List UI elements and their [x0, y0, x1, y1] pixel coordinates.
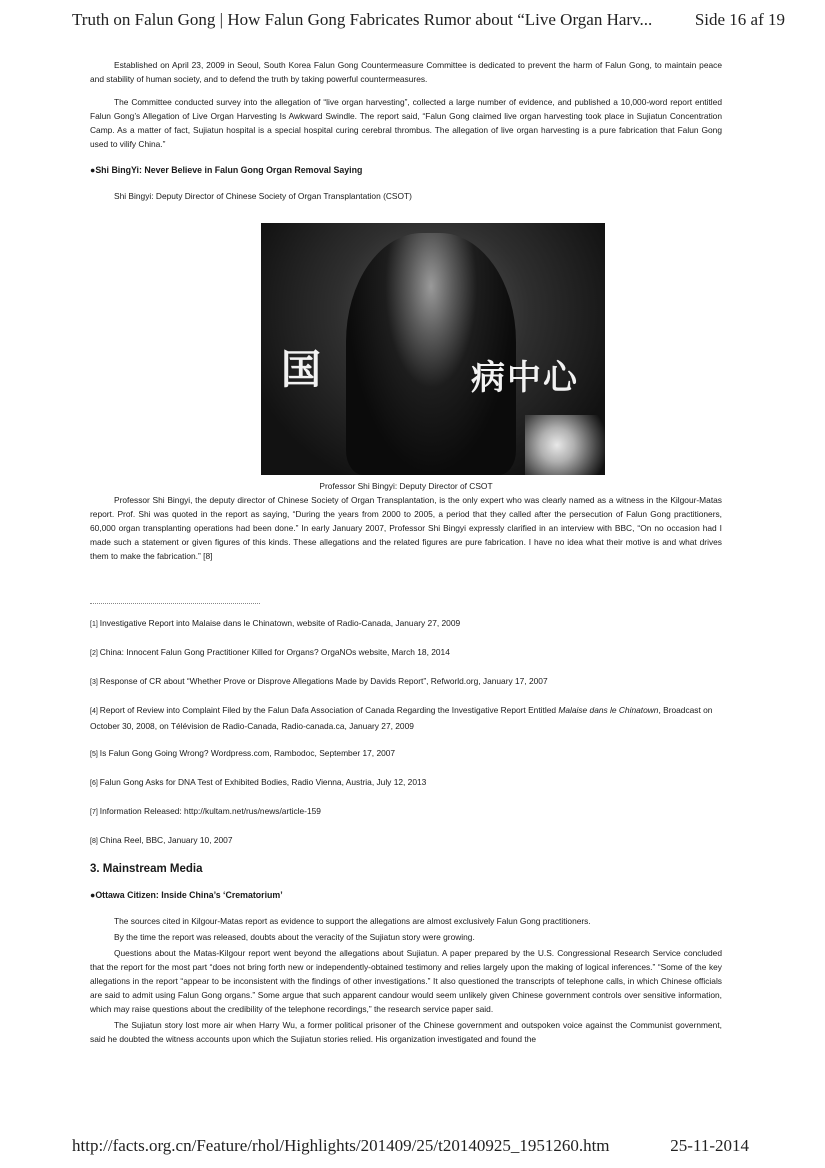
footnotes — [90, 616, 722, 849]
page-title: Truth on Falun Gong | How Falun Gong Fabricates Rumor about “Live Organ Harv... — [72, 10, 653, 29]
footnote: [1] Investigative Report into Malaise dans le Chinatown, website of Radio-Canada, January 27, 2009 — [90, 618, 461, 628]
footnote: [2] China: Innocent Falun Gong Practitioner Killed for Organs? OrgaNOs website, March 18, 2014 — [90, 647, 450, 657]
subheading: ●Ottawa Citizen: Inside China’s ‘Crematorium’ — [90, 890, 283, 900]
source-url: http://facts.org.cn/Feature/rhol/Highlights/201409/25/t20140925_1951260.htm — [72, 1136, 610, 1155]
paragraph: By the time the report was released, doubts about the veracity of the Sujiatun story were growing. — [114, 932, 475, 942]
photo-caption: Professor Shi Bingyi: Deputy Director of CSOT — [319, 481, 493, 491]
footnote: [6] Falun Gong Asks for DNA Test of Exhibited Bodies, Radio Vienna, Austria, July 12, 2013 — [90, 777, 427, 787]
person-silhouette — [346, 233, 516, 475]
print-date: 25-11-2014 — [670, 1136, 749, 1155]
banner-text-right: 病中心 — [471, 358, 579, 398]
banner-text-left: 国 — [281, 347, 321, 393]
page-number: Side 16 af 19 — [694, 10, 785, 29]
footnote: [8] China Reel, BBC, January 10, 2007 — [90, 835, 233, 845]
flower-decoration — [525, 415, 605, 475]
footnote: [7] Information Released: http://kultam.net/rus/news/article-159 — [90, 806, 321, 816]
paragraph: Established on April 23, 2009 in Seoul, South Korea Falun Gong Countermeasure Committee is dedicated to prevent the harm of Falun Gong, to maintain peace and stability of human society, and to defend the truth by taking powerful countermeasures. — [90, 60, 722, 84]
portrait-photo — [261, 223, 605, 475]
footnote-divider — [90, 603, 260, 604]
paragraph: The Sujiatun story lost more air when Harry Wu, a former political prisoner of the Chinese government and outspoken voice against the Communist government, said he doubted the witness accounts upon which the Sujiatun stories relied. His organization investigated and found the — [90, 1020, 722, 1044]
paragraph: Shi Bingyi: Deputy Director of Chinese Society of Organ Transplantation (CSOT) — [114, 191, 412, 201]
paragraph: The sources cited in Kilgour-Matas report as evidence to support the allegations are almost exclusively Falun Gong practitioners. — [114, 916, 591, 926]
footnote: [3] Response of CR about “Whether Prove or Disprove Allegations Made by Davids Report”, Refworld.org, January 17, 2007 — [90, 676, 548, 686]
page-footer — [72, 1136, 749, 1160]
section-heading: 3. Mainstream Media — [90, 863, 203, 875]
subheading: ●Shi BingYi: Never Believe in Falun Gong Organ Removal Saying — [90, 165, 363, 175]
article-body — [90, 58, 722, 1048]
footnote: [4] Report of Review into Complaint Filed by the Falun Dafa Association of Canada Regarding the Investigative Report Entitled Malaise dans le Chinatown, Broadcast on October 30, 2008, on Télévision de Radio-Canada, Radio-canada.ca, January 27, 2009 — [90, 705, 713, 731]
photo-figure — [90, 223, 722, 493]
page-header — [72, 8, 785, 34]
paragraph: Questions about the Matas-Kilgour report went beyond the allegations about Sujiatun. A paper prepared by the U.S. Congressional Research Service concluded that the report for the most part “does not bring forth new or independently-obtained testimony and relies largely upon the making of logical inferences.” “Some of the key allegations in the report “appear to be inconsistent with the findings of other investigations.” It also questioned the transcripts of telephone calls, in which Chinese officials are said to admit using Falun Gong organs.” Some argue that such apparent candour would seem unlikely given Chinese government controls over sensitive information, which may raise questions about the credibility of the telephone recordings,” the research service paper said. — [90, 948, 722, 1014]
paragraph: Professor Shi Bingyi, the deputy director of Chinese Society of Organ Transplantation, is the only expert who was clearly named as a witness in the Kilgour-Matas report. Prof. Shi was quoted in the report as saying, “During the years from 2000 to 2005, a period that they called after the persecution of Falun Gong practitioners, 60,000 organ transplanting operations had been done.” In early January 2007, Professor Shi Bingyi expressly clarified in an interview with BBC, “On no occasion had I made such a statement or given figures of this kinds. These allegations and the related figures are pure fabrication. I have no idea what their motive is and what drives them to make the fabrication.” [8] — [90, 495, 722, 561]
paragraph: The Committee conducted survey into the allegation of “live organ harvesting”, collected a large number of evidence, and published a 10,000-word report entitled Falun Gong’s Allegation of Live Organ Harvesting Is Awkward Swindle. The report said, “Falun Gong claimed live organ harvesting took place in Sujiatun Concentration Camp. As a matter of fact, Sujiatun hospital is a special hospital curing cerebral thrombus. The allegation of live organ harvesting is a pure fabrication that Falun Gong used to vilify China.” — [90, 97, 722, 149]
footnote: [5] Is Falun Gong Going Wrong? Wordpress.com, Rambodoc, September 17, 2007 — [90, 748, 396, 758]
